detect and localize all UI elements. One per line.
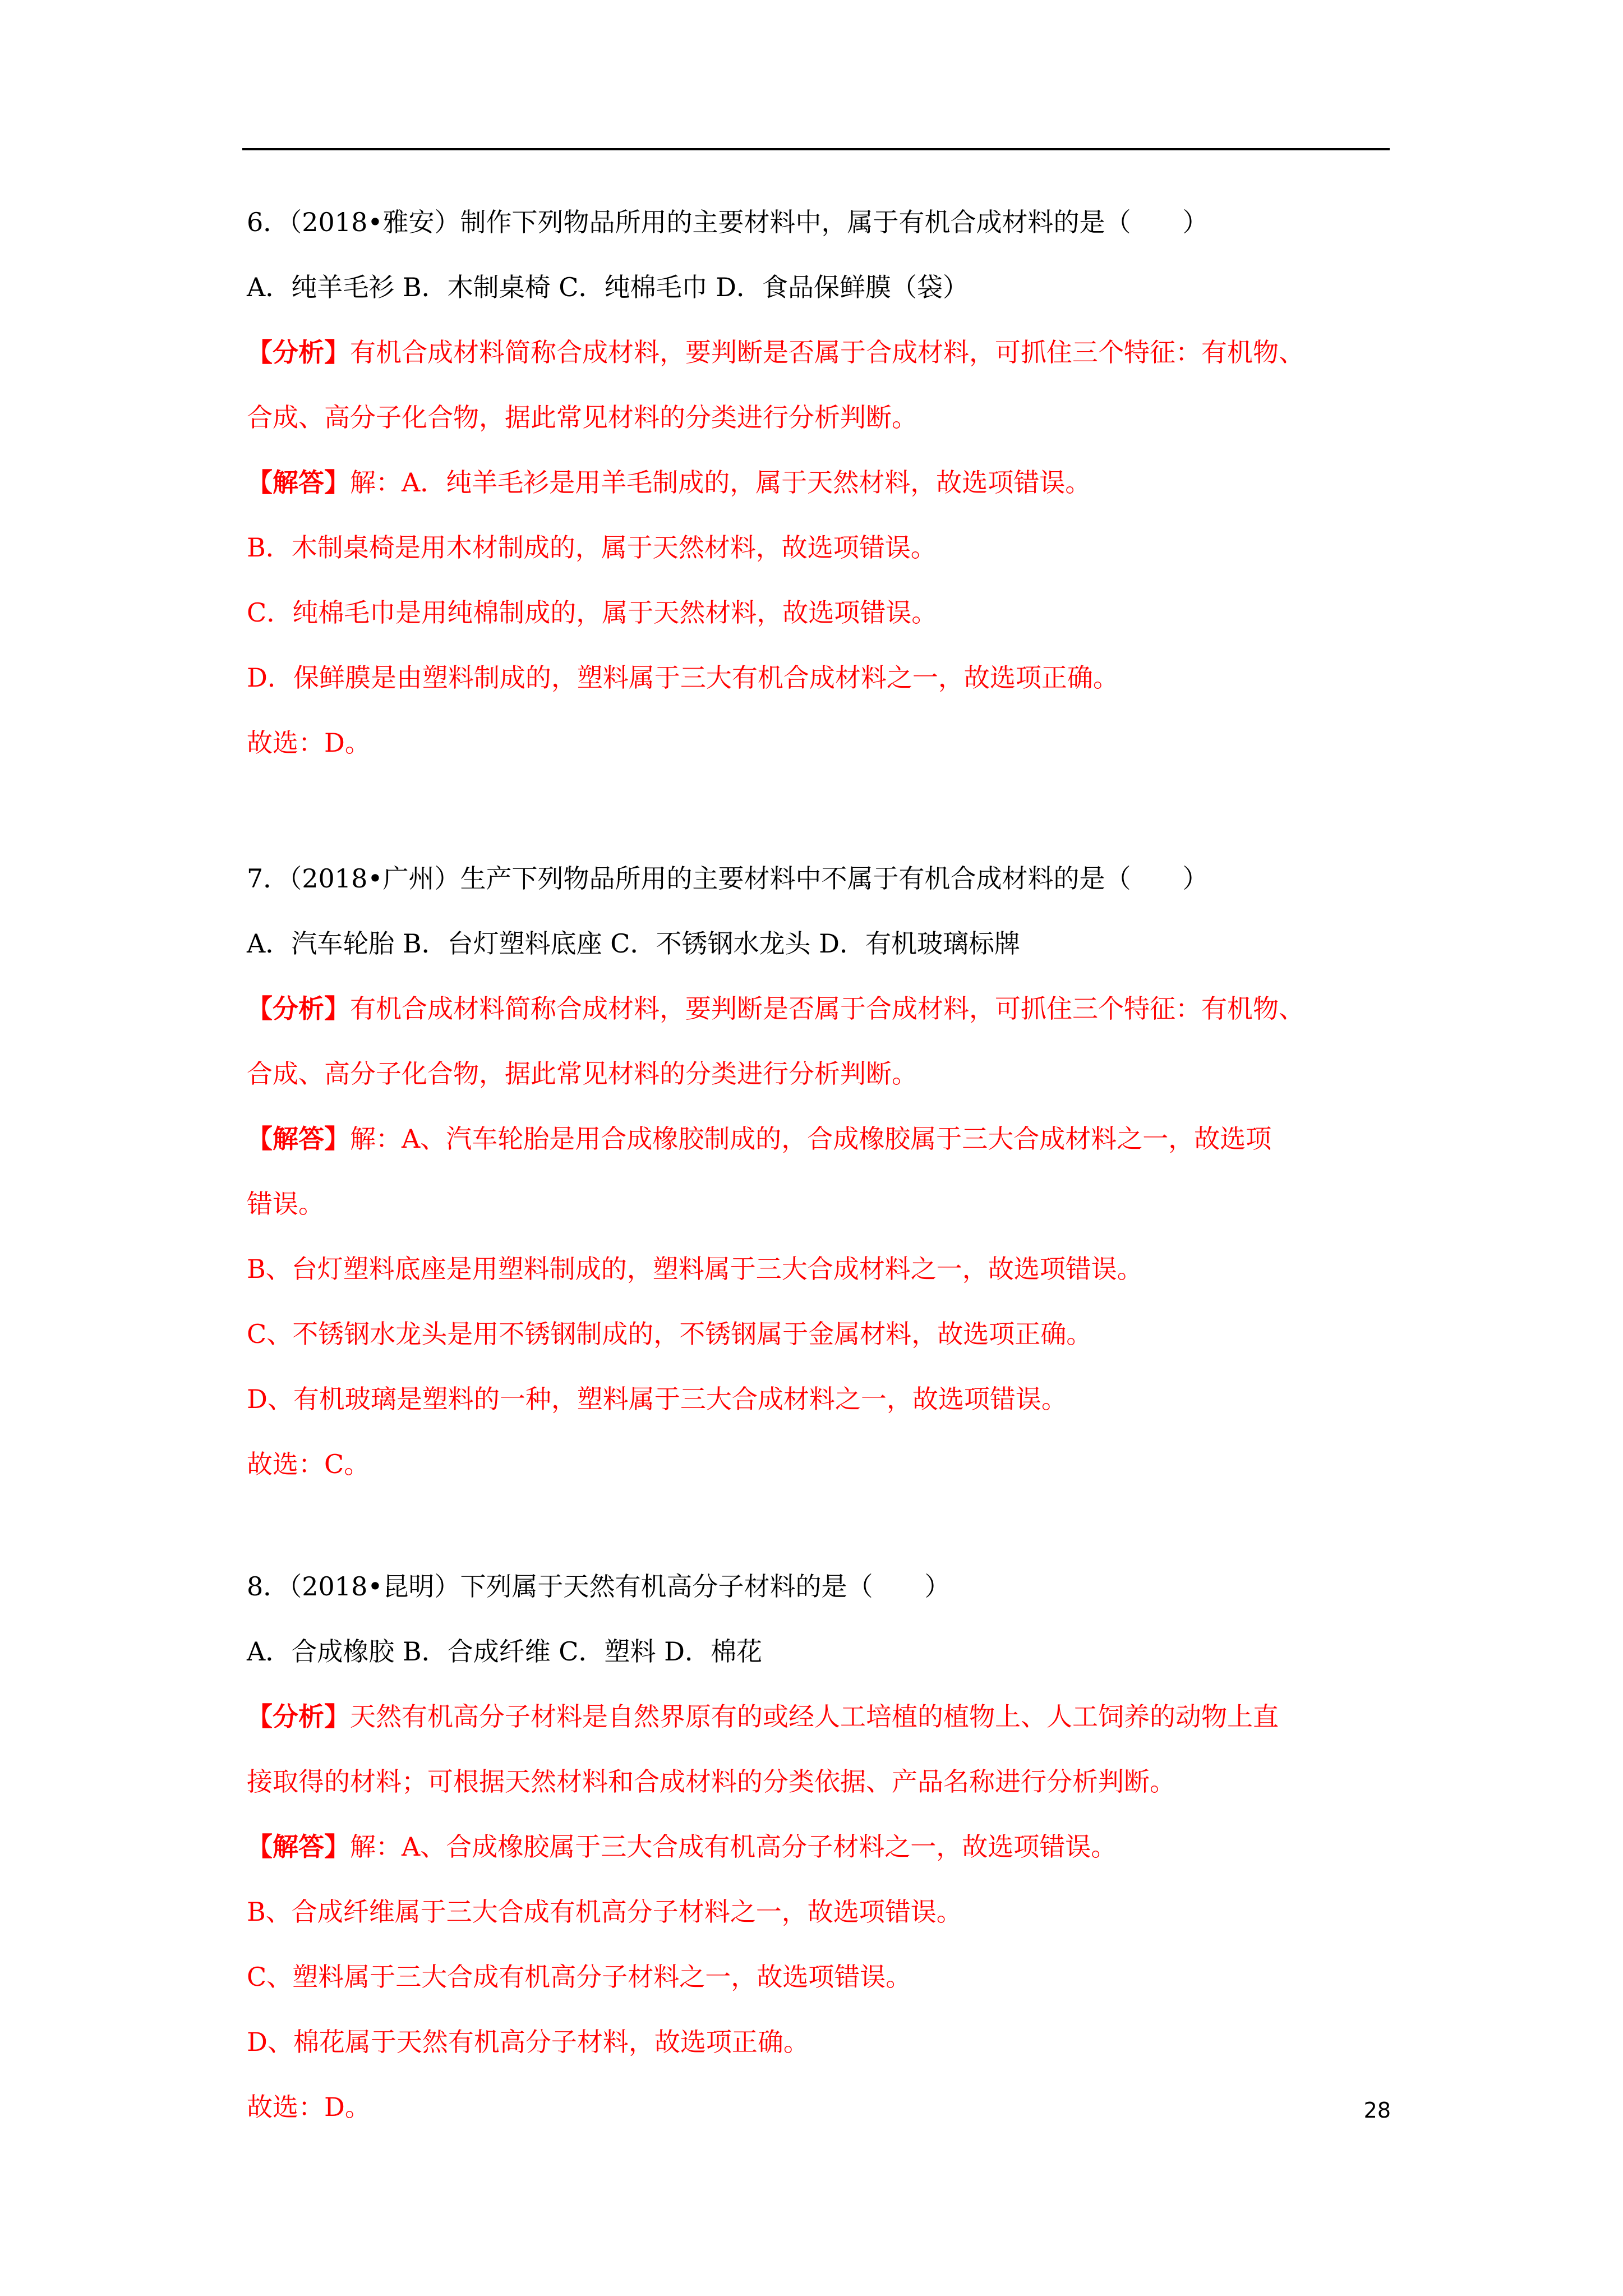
answer-line: B、台灯塑料底座是用塑料制成的，塑料属于三大合成材料之一，故选项错误。 [247,1254,1143,1284]
analysis-line [247,320,1391,385]
analysis-tag: 【分析】 [247,993,350,1024]
analysis-text: 有机合成材料简称合成材料，要判断是否属于合成材料，可抓住三个特征：有机物、 [350,337,1304,367]
page-number: 28 [1363,2098,1391,2123]
answer-choice: 故选：D。 [247,728,371,758]
answer-choice: 故选：D。 [247,2092,371,2122]
answer-line: D、有机玻璃是塑料的一种，塑料属于三大合成材料之一，故选项错误。 [247,1384,1067,1414]
answer-line: B、合成纤维属于三大合成有机高分子材料之一，故选项错误。 [247,1897,962,1927]
answer-line [247,1106,1391,1171]
question-options: A．合成橡胶 B．合成纤维 C．塑料 D．棉花 [247,1636,762,1667]
answer-line: D、棉花属于天然有机高分子材料，故选项正确。 [247,2027,809,2057]
answer-line: C．纯棉毛巾是用纯棉制成的，属于天然材料，故选项错误。 [247,597,938,628]
answer-line: D．保鲜膜是由塑料制成的，塑料属于三大有机合成材料之一，故选项正确。 [247,662,1119,693]
question-7 [247,846,1391,1497]
question-stem: 7．（2018•广州）生产下列物品所用的主要材料中不属于有机合成材料的是（ ） [247,863,1209,894]
analysis-text: 有机合成材料简称合成材料，要判断是否属于合成材料，可抓住三个特征：有机物、 [350,993,1304,1024]
question-8 [247,1554,1391,2139]
header-rule [242,148,1390,150]
answer-line [247,1814,1391,1879]
analysis-line: 合成、高分子化合物，据此常见材料的分类进行分析判断。 [247,1059,917,1089]
answer-line: C、不锈钢水龙头是用不锈钢制成的，不锈钢属于金属材料，故选项正确。 [247,1319,1092,1349]
analysis-tag: 【分析】 [247,337,350,367]
answer-tag: 【解答】 [247,1124,350,1154]
analysis-text: 天然有机高分子材料是自然界原有的或经人工培植的植物上、人工饲养的动物上直 [350,1701,1279,1732]
answer-text: 解：A、合成橡胶属于三大合成有机高分子材料之一，故选项错误。 [350,1832,1117,1862]
answer-tag: 【解答】 [247,1832,350,1862]
question-options: A．纯羊毛衫 B．木制桌椅 C．纯棉毛巾 D．食品保鲜膜（袋） [247,272,969,302]
analysis-line: 合成、高分子化合物，据此常见材料的分类进行分析判断。 [247,402,917,432]
answer-text: 解：A、汽车轮胎是用合成橡胶制成的，合成橡胶属于三大合成材料之一，故选项 [350,1124,1272,1154]
question-stem: 8．（2018•昆明）下列属于天然有机高分子材料的是（ ） [247,1571,951,1602]
answer-line [247,450,1391,515]
answer-tag: 【解答】 [247,467,350,498]
analysis-line: 接取得的材料；可根据天然材料和合成材料的分类依据、产品名称进行分析判断。 [247,1766,1175,1797]
answer-line: 错误。 [247,1189,324,1219]
question-options: A．汽车轮胎 B．台灯塑料底座 C．不锈钢水龙头 D．有机玻璃标牌 [247,928,1020,959]
analysis-line [247,1684,1391,1749]
answer-text: 解：A．纯羊毛衫是用羊毛制成的，属于天然材料，故选项错误。 [350,467,1091,498]
question-6 [247,190,1391,775]
analysis-tag: 【分析】 [247,1701,350,1732]
answer-line: C、塑料属于三大合成有机高分子材料之一，故选项错误。 [247,1962,912,1992]
analysis-line [247,976,1391,1041]
question-stem: 6．（2018•雅安）制作下列物品所用的主要材料中，属于有机合成材料的是（ ） [247,207,1209,237]
answer-choice: 故选：C。 [247,1449,370,1479]
answer-line: B．木制桌椅是用木材制成的，属于天然材料，故选项错误。 [247,532,937,563]
